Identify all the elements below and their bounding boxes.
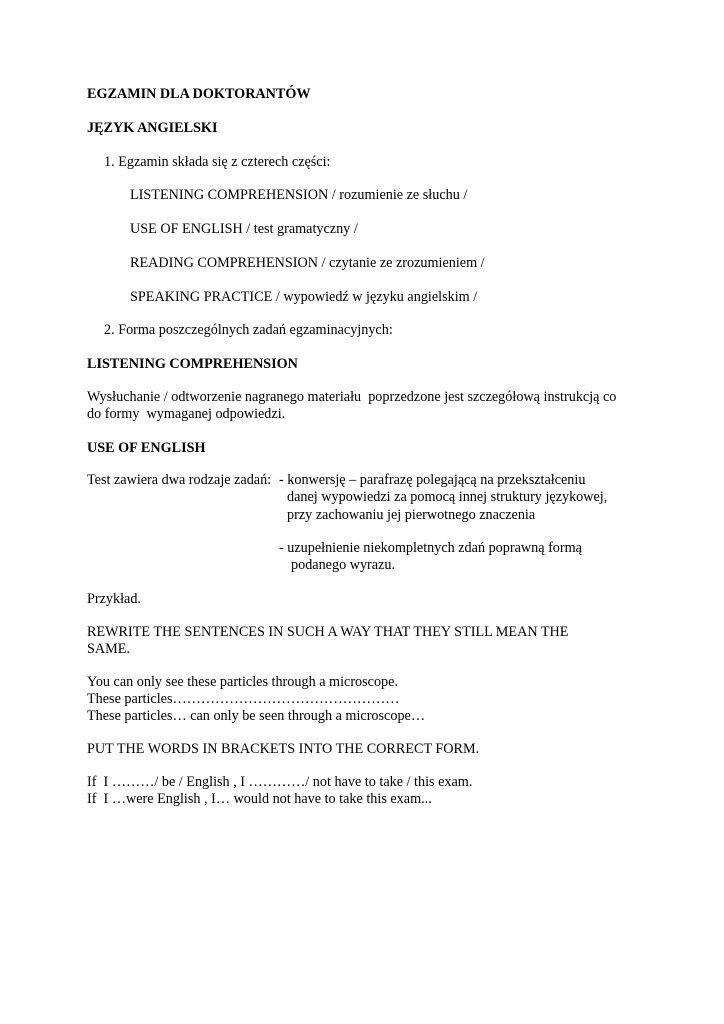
- task-line: - uzupełnienie niekompletnych zdań poprawną formą: [279, 540, 582, 556]
- exercise-instruction: PUT THE WORDS IN BRACKETS INTO THE CORRECT FORM.: [87, 741, 480, 757]
- paragraph-line: do formy wymaganej odpowiedzi.: [87, 406, 286, 422]
- task-line: przy zachowaniu jej pierwotnego znaczenia: [287, 507, 536, 523]
- exercise-line: You can only see these particles through a microscope.: [87, 674, 398, 690]
- part-speaking: SPEAKING PRACTICE / wypowiedź w języku angielskim /: [130, 289, 478, 305]
- section-heading-listening: LISTENING COMPREHENSION: [87, 356, 298, 372]
- exercise-instruction: REWRITE THE SENTENCES IN SUCH A WAY THAT THEY STILL MEAN THE: [87, 624, 569, 640]
- section-heading-use-of-english: USE OF ENGLISH: [87, 440, 206, 456]
- part-use-of-english: USE OF ENGLISH / test gramatyczny /: [130, 221, 358, 237]
- paragraph-line: Wysłuchanie / odtworzenie nagranego materiału poprzedzone jest szczegółową instrukcją co: [87, 389, 617, 405]
- list-item-2: 2. Forma poszczególnych zadań egzaminacyjnych:: [104, 322, 393, 338]
- exercise-line: If I ………/ be / English , I …………/ not have to take / this exam.: [87, 774, 473, 790]
- exercise-line: These particles…………………………………………: [87, 691, 400, 707]
- part-listening: LISTENING COMPREHENSION / rozumienie ze słuchu /: [130, 187, 468, 203]
- exercise-line: If I …were English , I… would not have to take this exam...: [87, 791, 432, 807]
- exercise-instruction: SAME.: [87, 641, 130, 657]
- example-label: Przykład.: [87, 591, 141, 607]
- part-reading: READING COMPREHENSION / czytanie ze zrozumieniem /: [130, 255, 485, 271]
- task-line: podanego wyrazu.: [291, 557, 396, 573]
- list-item-1: 1. Egzamin składa się z czterech części:: [104, 154, 331, 170]
- task-line: danej wypowiedzi za pomocą innej struktury językowej,: [287, 489, 608, 505]
- document-subtitle: JĘZYK ANGIELSKI: [87, 120, 218, 136]
- task-line: - konwersję – parafrazę polegającą na przekształceniu: [279, 472, 586, 488]
- task-intro: Test zawiera dwa rodzaje zadań:: [87, 472, 272, 488]
- document-title: EGZAMIN DLA DOKTORANTÓW: [87, 86, 311, 102]
- exercise-line: These particles… can only be seen through a microscope…: [87, 708, 426, 724]
